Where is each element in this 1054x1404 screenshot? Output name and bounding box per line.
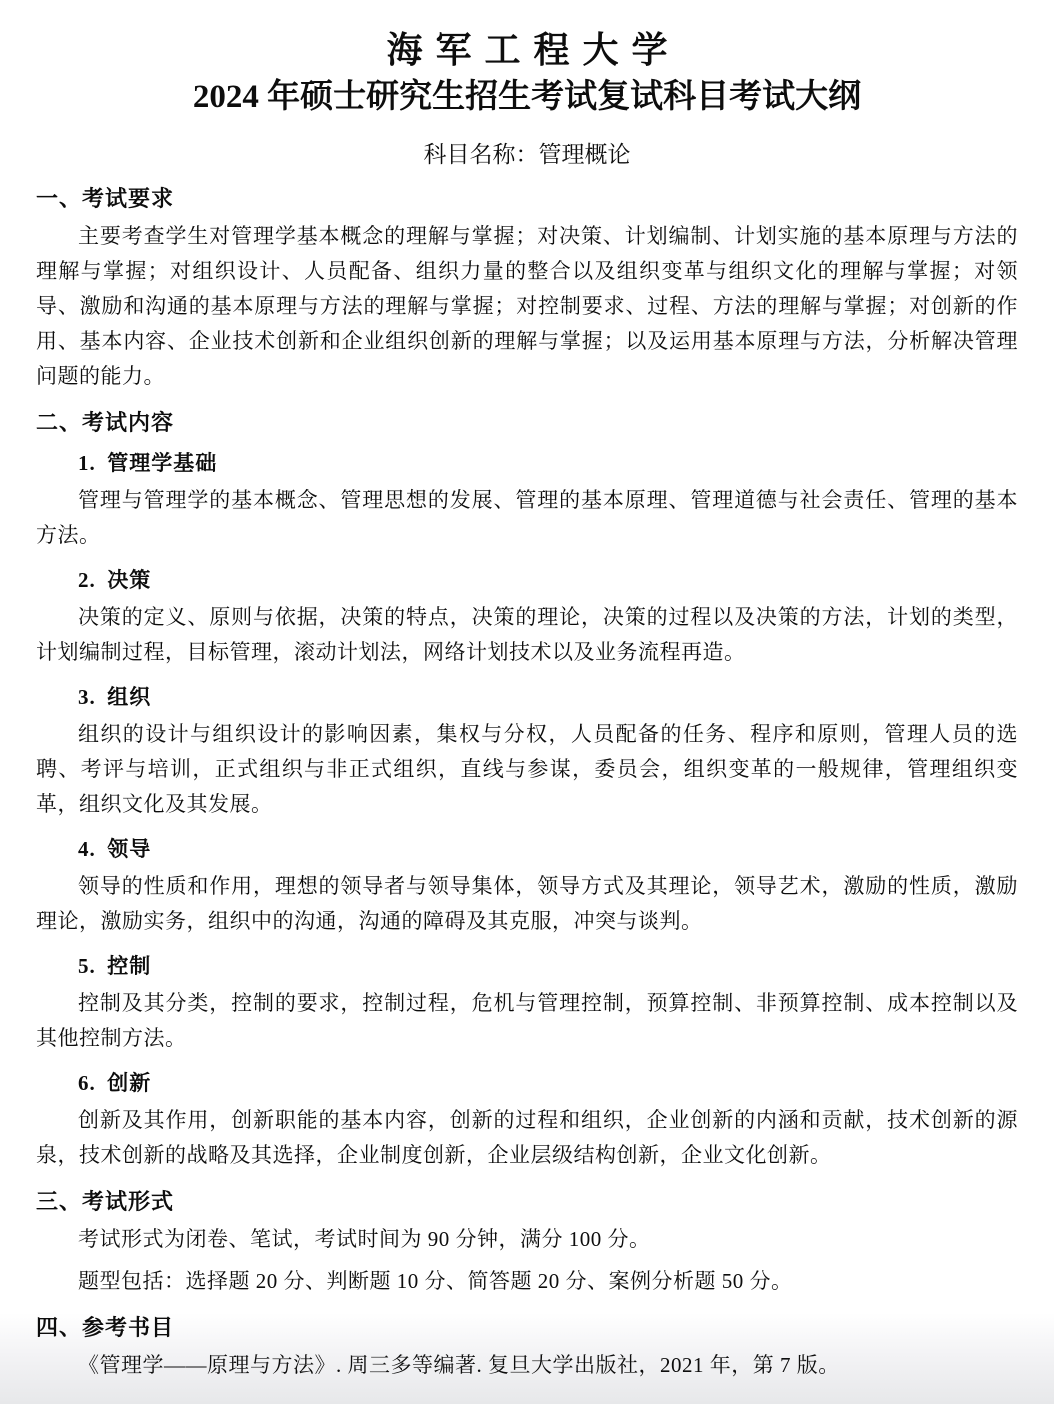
topic-heading-6 (36, 1070, 1018, 1096)
topic-heading-4 (36, 836, 1018, 862)
topic-number-4: 4. (78, 837, 96, 861)
topic-number-3: 3. (78, 685, 96, 709)
topic-heading-2 (36, 567, 1018, 593)
topic-paragraph-5: 控制及其分类，控制的要求，控制过程，危机与管理控制，预算控制、非预算控制、成本控制以及其他控制方法。 (36, 991, 1018, 1050)
section-heading-references: 四、参考书目 (36, 1315, 175, 1340)
topic-paragraph-2: 决策的定义、原则与依据，决策的特点，决策的理论，决策的过程以及决策的方法，计划的类型，计划编制过程，目标管理，滚动计划法，网络计划技术以及业务流程再造。 (36, 605, 1018, 664)
topic-title-5: 控制 (107, 954, 152, 978)
topic-title-4: 领导 (107, 837, 152, 861)
topic-heading-1 (36, 450, 1018, 476)
topic-number-2: 2. (78, 568, 96, 592)
topic-title-1: 管理学基础 (107, 451, 218, 475)
topic-number-1: 1. (78, 451, 96, 475)
topic-heading-3 (36, 684, 1018, 710)
format-line-2: 题型包括：选择题 20 分、判断题 10 分、简答题 20 分、案例分析题 50 分。 (78, 1269, 793, 1293)
section-heading-format: 三、考试形式 (36, 1189, 175, 1214)
topic-title-2: 决策 (107, 568, 152, 592)
topic-paragraph-6: 创新及其作用，创新职能的基本内容，创新的过程和组织，企业创新的内涵和贡献，技术创新的源泉，技术创新的战略及其选择，企业制度创新，企业层级结构创新，企业文化创新。 (36, 1108, 1018, 1167)
topic-paragraph-4: 领导的性质和作用，理想的领导者与领导集体，领导方式及其理论，领导艺术，激励的性质，激励理论，激励实务，组织中的沟通，沟通的障碍及其克服，冲突与谈判。 (36, 874, 1018, 933)
topic-heading-5 (36, 953, 1018, 979)
topic-number-6: 6. (78, 1071, 96, 1095)
topic-title-3: 组织 (107, 685, 152, 709)
subject-line: 科目名称：管理概论 (423, 142, 631, 167)
topic-title-6: 创新 (107, 1071, 152, 1095)
doc-subtitle: 2024 年硕士研究生招生考试复试科目考试大纲 (192, 79, 862, 115)
format-line-1: 考试形式为闭卷、笔试，考试时间为 90 分钟，满分 100 分。 (78, 1227, 651, 1251)
section-heading-requirements: 一、考试要求 (36, 186, 175, 211)
reference-line-1: 《管理学——原理与方法》. 周三多等编著. 复旦大学出版社，2021 年，第 7 版。 (78, 1353, 840, 1377)
topic-number-5: 5. (78, 954, 96, 978)
section-heading-content: 二、考试内容 (36, 410, 175, 435)
requirements-paragraph: 主要考查学生对管理学基本概念的理解与掌握；对决策、计划编制、计划实施的基本原理与方法的理解与掌握；对组织设计、人员配备、组织力量的整合以及组织变革与组织文化的理解与掌握；对领导、激励和沟通的基本原理与方法的理解与掌握；对控制要求、过程、方法的理解与掌握；对创新的作用、基本内容、企业技术创新和企业组织创新的理解与掌握；以及运用基本原理与方法，分析解决管理问题的能力。 (36, 224, 1018, 388)
university-title: 海 军 工 程 大 学 (386, 30, 668, 70)
topic-paragraph-3: 组织的设计与组织设计的影响因素，集权与分权，人员配备的任务、程序和原则，管理人员的选聘、考评与培训，正式组织与非正式组织，直线与参谋，委员会，组织变革的一般规律，管理组织变革，组织文化及其发展。 (36, 722, 1018, 816)
topic-paragraph-1: 管理与管理学的基本概念、管理思想的发展、管理的基本原理、管理道德与社会责任、管理的基本方法。 (36, 488, 1018, 547)
